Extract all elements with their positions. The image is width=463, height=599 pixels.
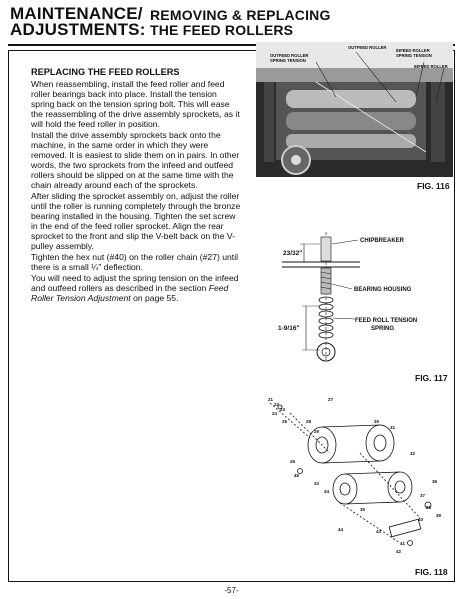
callout-outfeed-spring-2: SPRING TENSION	[270, 58, 306, 63]
paragraph-5-suffix: on page 55.	[130, 293, 179, 303]
bolt-head	[321, 237, 331, 261]
dim-bottom-label: 1-9/16"	[278, 325, 300, 332]
callout-outfeed-roller: OUTFEED ROLLER	[348, 45, 387, 50]
sprocket-lower-right	[388, 472, 412, 502]
dim-top-label: 23/32"	[283, 250, 303, 257]
fig116-label: FIG. 116	[417, 181, 450, 191]
fig118-label: FIG. 118	[415, 567, 448, 577]
part-23: 23	[280, 407, 286, 412]
threaded-section	[321, 268, 331, 294]
sprocket-upper-right	[366, 425, 394, 461]
fig118-diagram	[250, 393, 450, 565]
part-31: 31	[390, 425, 396, 430]
part-40: 40	[418, 517, 424, 522]
paragraph-4: Tighten the hex nut (#40) on the roller chain (#27) until there is a small ¼" deflection.	[31, 252, 239, 272]
part-35: 35	[360, 507, 366, 512]
label-chipbreaker: CHIPBREAKER	[360, 238, 405, 244]
part-34: 34	[324, 489, 330, 494]
callout-infeed-spring-2: SPRING TENSION	[396, 53, 432, 58]
part-27: 27	[328, 397, 334, 402]
part-36: 36	[432, 479, 438, 484]
part-32: 32	[410, 451, 416, 456]
part-42: 42	[396, 549, 402, 554]
part-22: 22	[274, 402, 280, 407]
paragraph-2: Install the drive assembly sprockets back onto the machine, in the same order in which they were removed. It is easiest to slide them on in pairs. In other words, the two sprockets from the infeed and outfeed rollers should be slipped on at the same time with the chain already around each of the sprockets.	[31, 130, 240, 190]
part-24: 24	[272, 411, 278, 416]
header-left-line1: MAINTENANCE/	[10, 4, 143, 23]
label-spring-2: SPRING	[371, 326, 395, 332]
part-37: 37	[420, 493, 426, 498]
part-26: 26	[290, 459, 296, 464]
callout-outfeed-spring-1: OUTFEED ROLLER	[270, 53, 309, 58]
part-30: 30	[374, 419, 380, 424]
header-section	[10, 6, 146, 38]
part-29: 29	[314, 429, 320, 434]
fig117-label: FIG. 117	[415, 373, 448, 383]
paragraph-5-prefix: You will need to adjust the spring tension on the infeed and outfeed rollers as described in the section	[31, 273, 239, 293]
paragraph-5-reference: Feed Roller Tension Adjustment	[31, 283, 229, 303]
header-right-line1: REMOVING & REPLACING	[150, 7, 331, 23]
part-43: 43	[376, 529, 382, 534]
part-45: 45	[294, 473, 300, 478]
page-number: -57-	[224, 586, 239, 595]
part-41: 41	[400, 541, 406, 546]
part-44: 44	[338, 527, 344, 532]
header-right-line2: THE FEED ROLLERS	[150, 22, 294, 38]
assembly-axes	[270, 403, 420, 543]
roller-chain-lower	[345, 472, 400, 504]
section-title: REPLACING THE FEED ROLLERS	[31, 67, 180, 77]
sprocket-lower-left	[333, 474, 357, 504]
page-header	[10, 6, 450, 44]
paragraph-5	[31, 273, 241, 303]
instructions-column	[31, 67, 241, 304]
bracket	[389, 519, 421, 536]
label-spring-1: FEED ROLL TENSION	[355, 318, 418, 324]
header-left-line2: ADJUSTMENTS:	[10, 20, 146, 39]
part-28: 28	[306, 419, 312, 424]
part-33: 33	[314, 481, 320, 486]
callout-infeed-roller: INFEED ROLLER	[414, 64, 448, 69]
label-bearing-housing: BEARING HOUSING	[354, 287, 412, 293]
part-38: 38	[426, 505, 432, 510]
paragraph-1: When reassembling, install the feed roller and feed roller bearings back into place. Install the tension spring back on the tension spring bolt. This will ease the reassembling of the drive assembly sprockets, as it will hold the feed roller in position.	[31, 79, 240, 129]
part-25: 25	[282, 419, 288, 424]
part-21: 21	[268, 397, 274, 402]
header-topic	[150, 8, 331, 38]
part-39: 39	[436, 513, 442, 518]
fig116-callouts	[256, 42, 453, 72]
fig117-diagram	[260, 222, 450, 367]
callout-infeed-spring-1: INFEED ROLLER	[396, 48, 430, 53]
paragraph-3: After sliding the sprocket assembly on, adjust the roller until the roller is running completely through the bronze bearing installed in the housing. Tighten the set screw in the end of the feed roller sprocket. Align the rear sprocket to the front and slip the V-belt back on the V-pulley assembly.	[31, 191, 241, 251]
